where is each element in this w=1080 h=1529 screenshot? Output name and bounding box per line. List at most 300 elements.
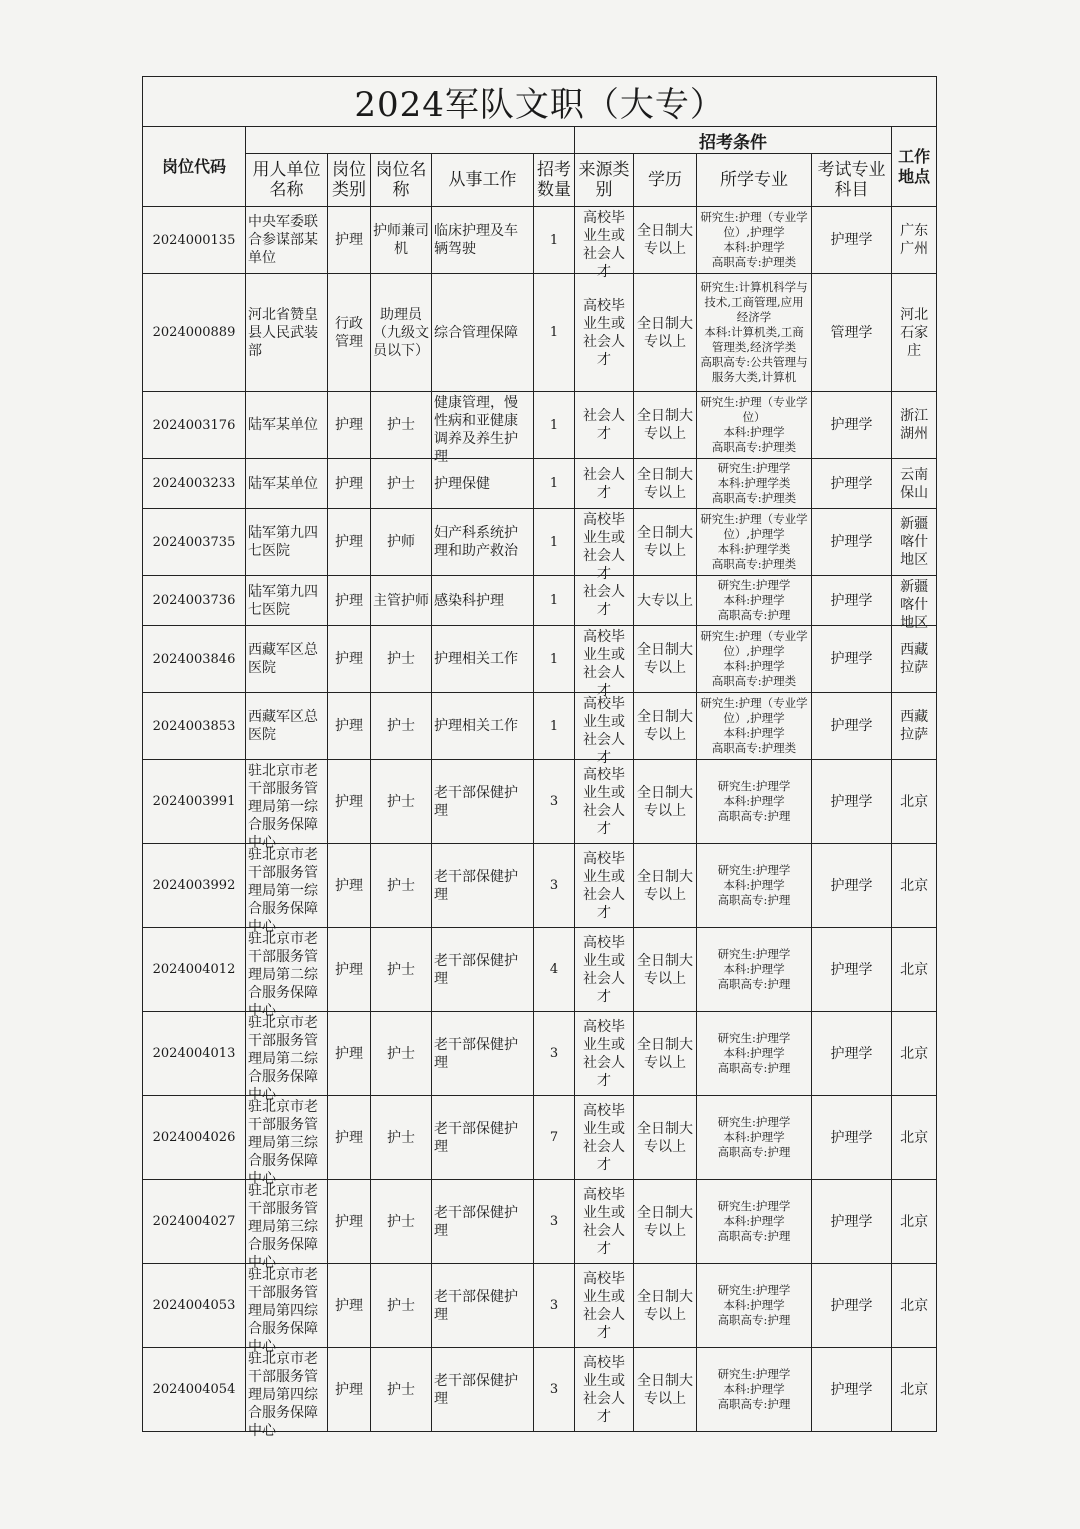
- row-exam: [812, 1096, 892, 1180]
- table-row: [143, 1096, 937, 1180]
- row-work-text: 老干部保健护理: [434, 1288, 518, 1323]
- row-location-text: 西藏拉萨: [900, 709, 929, 743]
- row-education: [634, 576, 697, 626]
- table-body: [143, 207, 937, 1439]
- row-location: [892, 509, 937, 576]
- row-source: [575, 1096, 634, 1180]
- row-count-text: 3: [549, 794, 559, 809]
- row-exam-text: 护理学: [830, 534, 873, 550]
- row-major-text: 研究生:护理学 本科:护理学类 高职高专:护理类: [711, 461, 797, 505]
- row-location: [892, 626, 937, 693]
- header-work: 从事工作: [432, 154, 534, 207]
- row-count: [534, 626, 575, 693]
- row-major-text: 研究生:护理学 本科:护理学 高职高专:护理: [717, 863, 791, 907]
- row-count-text: 1: [549, 417, 559, 433]
- row-position: [371, 1096, 432, 1180]
- row-unit: [246, 207, 328, 274]
- row-major-text: 研究生:护理学 本科:护理学 高职高专:护理: [717, 1283, 791, 1327]
- row-exam-text: 护理学: [830, 592, 873, 609]
- row-count: [534, 1348, 575, 1432]
- row-education-text: 全日制大专以上: [637, 315, 693, 350]
- row-location: [892, 459, 937, 509]
- row-work-text: 健康管理，慢性病和亚健康调养及养生护理: [434, 394, 518, 465]
- row-code: [143, 626, 246, 693]
- row-exam: [812, 1012, 892, 1096]
- row-education: [634, 1012, 697, 1096]
- row-position-text: 助理员（九级文员以下）: [373, 306, 429, 359]
- row-education: [634, 1348, 697, 1432]
- row-education-text: 全日制大专以上: [637, 1120, 693, 1155]
- row-category-text: 护理: [335, 232, 363, 248]
- row-source-text: 高校毕业生或社会人才: [583, 850, 625, 921]
- row-position-text: 护士: [387, 1381, 415, 1398]
- row-position: [371, 509, 432, 576]
- row-major: [697, 1264, 812, 1348]
- row-exam-text: 护理学: [830, 793, 873, 810]
- row-location: [892, 928, 937, 1012]
- row-major: [697, 1180, 812, 1264]
- row-position: [371, 1264, 432, 1348]
- row-source-text: 高校毕业生或社会人才: [583, 1186, 625, 1257]
- row-exam: [812, 760, 892, 844]
- row-position: [371, 1348, 432, 1432]
- row-source-text: 高校毕业生或社会人才: [583, 1018, 625, 1089]
- row-unit-text: 驻北京市老干部服务管理局第一综合服务保障中心: [248, 762, 318, 851]
- row-location-text: 北京: [900, 961, 929, 978]
- row-source-text: 高校毕业生或社会人才: [583, 297, 625, 368]
- row-unit-text: 驻北京市老干部服务管理局第三综合服务保障中心: [248, 1098, 318, 1187]
- table-row: [143, 693, 937, 760]
- row-education-text: 全日制大专以上: [637, 1372, 693, 1407]
- row-count-text: 3: [549, 1298, 559, 1313]
- row-category: [328, 1348, 371, 1432]
- row-unit-text: 陆军第九四七医院: [248, 525, 318, 559]
- table-row: [143, 274, 937, 392]
- header-exam: 考试专业科目: [812, 154, 892, 207]
- table-row: [143, 760, 937, 844]
- row-work: [432, 626, 534, 693]
- row-location-text: 新疆喀什地区: [900, 578, 929, 631]
- row-location-text: 北京: [900, 877, 929, 894]
- row-work-text: 老干部保健护理: [434, 1372, 518, 1407]
- row-exam-text: 护理学: [830, 417, 873, 433]
- row-source-text: 高校毕业生或社会人才: [583, 766, 625, 837]
- header-category: 岗位类别: [328, 154, 371, 207]
- row-category: [328, 1264, 371, 1348]
- row-code-text: 2024003992: [152, 878, 236, 893]
- row-category: [328, 576, 371, 626]
- row-major: [697, 1012, 812, 1096]
- row-count: [534, 509, 575, 576]
- row-education: [634, 392, 697, 459]
- row-major-text: 研究生:计算机科学与技术,工商管理,应用经济学 本科:计算机类,工商管理类,经济学类 高职高专:公共管理与服务大类,计算机: [700, 280, 808, 384]
- row-exam: [812, 1180, 892, 1264]
- row-code: [143, 576, 246, 626]
- row-position-text: 护士: [387, 1129, 415, 1146]
- row-major-text: 研究生:护理学 本科:护理学 高职高专:护理: [717, 779, 791, 823]
- row-exam: [812, 626, 892, 693]
- row-education-text: 全日制大专以上: [637, 709, 693, 743]
- row-category-text: 护理: [335, 793, 363, 810]
- row-position: [371, 1012, 432, 1096]
- row-location-text: 北京: [900, 1297, 929, 1314]
- row-code-text: 2024000889: [152, 325, 236, 340]
- row-count-text: 1: [549, 651, 559, 667]
- row-position-text: 护士: [387, 475, 415, 492]
- row-education-text: 全日制大专以上: [637, 1036, 693, 1071]
- row-count-text: 3: [549, 1214, 559, 1229]
- row-education: [634, 274, 697, 392]
- table-row: [143, 459, 937, 509]
- row-work: [432, 1264, 534, 1348]
- row-code-text: 2024004026: [152, 1130, 236, 1145]
- row-work-text: 护理相关工作: [434, 651, 518, 667]
- row-exam: [812, 844, 892, 928]
- row-major: [697, 844, 812, 928]
- row-category-text: 护理: [335, 475, 363, 492]
- row-code: [143, 1180, 246, 1264]
- row-location: [892, 1180, 937, 1264]
- row-category: [328, 1012, 371, 1096]
- row-unit: [246, 693, 328, 760]
- row-work-text: 护理相关工作: [434, 718, 518, 734]
- row-code-text: 2024004013: [152, 1046, 236, 1061]
- row-location: [892, 1012, 937, 1096]
- row-education: [634, 626, 697, 693]
- row-count: [534, 1012, 575, 1096]
- table-row: [143, 844, 937, 928]
- row-exam-text: 护理学: [830, 651, 873, 667]
- row-count: [534, 844, 575, 928]
- row-position: [371, 693, 432, 760]
- row-work: [432, 509, 534, 576]
- row-position: [371, 274, 432, 392]
- header-source: 来源类别: [575, 154, 634, 207]
- row-unit: [246, 509, 328, 576]
- row-exam-text: 护理学: [830, 718, 873, 734]
- row-position: [371, 392, 432, 459]
- row-category-text: 护理: [335, 1297, 363, 1314]
- table-row: [143, 1264, 937, 1348]
- row-source: [575, 509, 634, 582]
- row-code-text: 2024003736: [152, 593, 236, 608]
- row-code-text: 2024000135: [152, 232, 236, 248]
- row-major: [697, 760, 812, 844]
- row-code: [143, 928, 246, 1012]
- row-major: [697, 1348, 812, 1432]
- row-major: [697, 459, 812, 509]
- row-source-text: 高校毕业生或社会人才: [583, 695, 625, 766]
- row-count-text: 1: [549, 718, 559, 734]
- row-count: [534, 392, 575, 459]
- row-code: [143, 207, 246, 274]
- row-location: [892, 392, 937, 459]
- row-source: [575, 459, 634, 509]
- row-unit: [246, 1096, 328, 1187]
- header-code: 岗位代码: [143, 127, 246, 207]
- row-source: [575, 1264, 634, 1348]
- row-exam-text: 护理学: [830, 1045, 873, 1062]
- row-code: [143, 693, 246, 760]
- table-row: [143, 626, 937, 693]
- header-location: 工作地点: [892, 127, 937, 207]
- row-code: [143, 1012, 246, 1096]
- row-location: [892, 760, 937, 844]
- row-category: [328, 509, 371, 576]
- row-position-text: 护士: [387, 1045, 415, 1062]
- row-unit: [246, 844, 328, 935]
- row-location-text: 云南保山: [900, 466, 929, 501]
- row-code: [143, 274, 246, 392]
- row-position: [371, 1180, 432, 1264]
- row-major: [697, 626, 812, 693]
- row-exam-text: 护理学: [830, 877, 873, 894]
- row-code-text: 2024004053: [152, 1298, 236, 1313]
- row-source: [575, 844, 634, 928]
- row-unit-text: 驻北京市老干部服务管理局第二综合服务保障中心: [248, 930, 318, 1019]
- row-work: [432, 1012, 534, 1096]
- row-count: [534, 693, 575, 760]
- row-work-text: 老干部保健护理: [434, 1204, 518, 1239]
- row-code: [143, 459, 246, 509]
- header-unit: 用人单位名称: [246, 154, 328, 207]
- table-title: 2024军队文职（大专）: [143, 77, 937, 127]
- row-category-text: 护理: [335, 592, 363, 609]
- row-source: [575, 1180, 634, 1264]
- row-source: [575, 274, 634, 392]
- row-unit: [246, 1348, 328, 1439]
- row-major-text: 研究生:护理学 本科:护理学 高职高专:护理: [717, 578, 791, 622]
- row-source-text: 高校毕业生或社会人才: [583, 934, 625, 1005]
- row-category: [328, 207, 371, 274]
- row-location-text: 新疆喀什地区: [900, 516, 929, 568]
- row-education-text: 全日制大专以上: [637, 868, 693, 903]
- row-count: [534, 928, 575, 1012]
- row-unit-text: 驻北京市老干部服务管理局第四综合服务保障中心: [248, 1350, 318, 1439]
- row-exam-text: 护理学: [830, 232, 873, 248]
- row-location: [892, 1348, 937, 1432]
- row-work-text: 临床护理及车辆驾驶: [434, 223, 518, 257]
- row-unit: [246, 928, 328, 1019]
- row-unit-text: 西藏军区总医院: [248, 709, 318, 743]
- row-source-text: 高校毕业生或社会人才: [583, 511, 625, 582]
- table-row: [143, 576, 937, 626]
- row-unit: [246, 392, 328, 459]
- row-major-text: 研究生:护理学 本科:护理学 高职高专:护理: [717, 1199, 791, 1243]
- row-education-text: 全日制大专以上: [637, 466, 693, 501]
- row-exam-text: 管理学: [830, 324, 873, 341]
- row-source-text: 社会人才: [583, 583, 625, 618]
- row-exam: [812, 509, 892, 576]
- row-category-text: 护理: [335, 651, 363, 667]
- row-category-text: 护理: [335, 417, 363, 433]
- row-count-text: 3: [549, 1382, 559, 1397]
- table-row: [143, 1180, 937, 1264]
- row-unit-text: 河北省赞皇县人民武装部: [248, 306, 318, 359]
- row-exam: [812, 1264, 892, 1348]
- positions-table: [142, 76, 937, 1439]
- row-exam: [812, 459, 892, 509]
- row-source: [575, 693, 634, 766]
- row-position-text: 护士: [387, 1213, 415, 1230]
- row-exam: [812, 1348, 892, 1432]
- row-work: [432, 928, 534, 1012]
- row-exam-text: 护理学: [830, 1297, 873, 1314]
- row-exam-text: 护理学: [830, 1213, 873, 1230]
- row-category: [328, 1096, 371, 1180]
- row-exam-text: 护理学: [830, 1381, 873, 1398]
- row-education: [634, 1180, 697, 1264]
- row-source: [575, 1012, 634, 1096]
- row-work: [432, 274, 534, 392]
- table-row: [143, 928, 937, 1012]
- row-position-text: 护师兼司机: [373, 223, 429, 257]
- row-source-text: 高校毕业生或社会人才: [583, 209, 625, 280]
- row-position-text: 护士: [387, 793, 415, 810]
- row-location: [892, 693, 937, 760]
- row-unit-text: 陆军第九四七医院: [248, 583, 318, 618]
- row-education-text: 全日制大专以上: [637, 1204, 693, 1239]
- row-unit: [246, 1264, 328, 1355]
- row-unit: [246, 626, 328, 693]
- row-education: [634, 693, 697, 760]
- row-code-text: 2024003853: [152, 718, 236, 734]
- row-location: [892, 844, 937, 928]
- row-unit-text: 陆军某单位: [248, 475, 318, 492]
- row-count: [534, 760, 575, 844]
- row-category-text: 护理: [335, 1045, 363, 1062]
- row-position: [371, 928, 432, 1012]
- row-work-text: 感染科护理: [434, 592, 504, 609]
- row-source: [575, 207, 634, 280]
- row-source-text: 社会人才: [583, 466, 625, 501]
- header-group-conditions: 招考条件: [575, 127, 892, 154]
- row-work-text: 综合管理保障: [434, 324, 518, 341]
- header-blank-group: [246, 127, 575, 154]
- table-row: [143, 392, 937, 459]
- header-major: 所学专业: [697, 154, 812, 207]
- row-exam: [812, 207, 892, 274]
- header-education: 学历: [634, 154, 697, 207]
- row-work-text: 老干部保健护理: [434, 952, 518, 987]
- row-work: [432, 207, 534, 274]
- row-exam: [812, 928, 892, 1012]
- row-code: [143, 1264, 246, 1348]
- row-count: [534, 459, 575, 509]
- row-unit: [246, 1012, 328, 1103]
- row-position: [371, 760, 432, 844]
- row-location-text: 西藏拉萨: [900, 642, 929, 676]
- row-unit-text: 驻北京市老干部服务管理局第一综合服务保障中心: [248, 846, 318, 935]
- row-source-text: 高校毕业生或社会人才: [583, 628, 625, 699]
- row-work: [432, 1348, 534, 1432]
- row-major-text: 研究生:护理（专业学位）,护理学 本科:护理学 高职高专:护理类: [700, 696, 808, 755]
- row-code-text: 2024003991: [152, 794, 236, 809]
- row-count-text: 1: [549, 534, 559, 550]
- row-education: [634, 928, 697, 1012]
- row-count: [534, 1180, 575, 1264]
- row-exam-text: 护理学: [830, 961, 873, 978]
- row-exam-text: 护理学: [830, 475, 873, 492]
- row-major: [697, 576, 812, 626]
- row-exam: [812, 693, 892, 760]
- row-major: [697, 1096, 812, 1180]
- row-position-text: 护士: [387, 417, 415, 433]
- row-location: [892, 576, 937, 631]
- row-category: [328, 1180, 371, 1264]
- row-location: [892, 274, 937, 392]
- row-count: [534, 1264, 575, 1348]
- row-category: [328, 844, 371, 928]
- row-major-text: 研究生:护理学 本科:护理学 高职高专:护理: [717, 1031, 791, 1075]
- row-count: [534, 207, 575, 274]
- row-education-text: 全日制大专以上: [637, 408, 693, 442]
- row-location-text: 北京: [900, 1045, 929, 1062]
- row-education-text: 全日制大专以上: [637, 784, 693, 819]
- row-major: [697, 274, 812, 392]
- row-category: [328, 693, 371, 760]
- row-unit-text: 西藏军区总医院: [248, 642, 318, 676]
- row-education-text: 全日制大专以上: [637, 525, 693, 559]
- row-work: [432, 1096, 534, 1180]
- row-code-text: 2024003846: [152, 651, 236, 667]
- row-unit-text: 驻北京市老干部服务管理局第二综合服务保障中心: [248, 1014, 318, 1103]
- row-work: [432, 392, 534, 465]
- row-code-text: 2024003735: [152, 534, 236, 550]
- row-source: [575, 392, 634, 459]
- row-position-text: 主管护师: [373, 592, 429, 609]
- row-count: [534, 576, 575, 626]
- row-major-text: 研究生:护理（专业学位）,护理学 本科:护理学 高职高专:护理类: [700, 629, 808, 688]
- row-position: [371, 207, 432, 274]
- row-exam-text: 护理学: [830, 1129, 873, 1146]
- row-count-text: 1: [549, 593, 559, 608]
- row-education-text: 全日制大专以上: [637, 223, 693, 257]
- row-count: [534, 274, 575, 392]
- row-location-text: 北京: [900, 1213, 929, 1230]
- row-source: [575, 576, 634, 626]
- row-position-text: 护师: [387, 534, 415, 550]
- row-unit-text: 陆军某单位: [248, 417, 318, 433]
- table-row: [143, 207, 937, 274]
- row-work: [432, 576, 534, 626]
- row-major: [697, 392, 812, 459]
- row-work-text: 老干部保健护理: [434, 1036, 518, 1071]
- row-count-text: 1: [549, 232, 559, 248]
- row-work: [432, 844, 534, 928]
- row-education-text: 全日制大专以上: [637, 642, 693, 676]
- row-source: [575, 1348, 634, 1432]
- row-category: [328, 274, 371, 392]
- row-code-text: 2024004054: [152, 1382, 236, 1397]
- row-location-text: 北京: [900, 1381, 929, 1398]
- row-education: [634, 459, 697, 509]
- row-count-text: 1: [549, 476, 559, 491]
- row-category-text: 护理: [335, 961, 363, 978]
- row-source-text: 高校毕业生或社会人才: [583, 1102, 625, 1173]
- row-unit: [246, 274, 328, 392]
- row-code: [143, 760, 246, 844]
- recruitment-sheet: [142, 76, 936, 1439]
- row-code-text: 2024004027: [152, 1214, 236, 1229]
- row-category: [328, 626, 371, 693]
- row-position: [371, 576, 432, 626]
- row-education-text: 全日制大专以上: [637, 952, 693, 987]
- row-work: [432, 459, 534, 509]
- row-source: [575, 626, 634, 699]
- row-unit: [246, 459, 328, 509]
- row-unit: [246, 576, 328, 626]
